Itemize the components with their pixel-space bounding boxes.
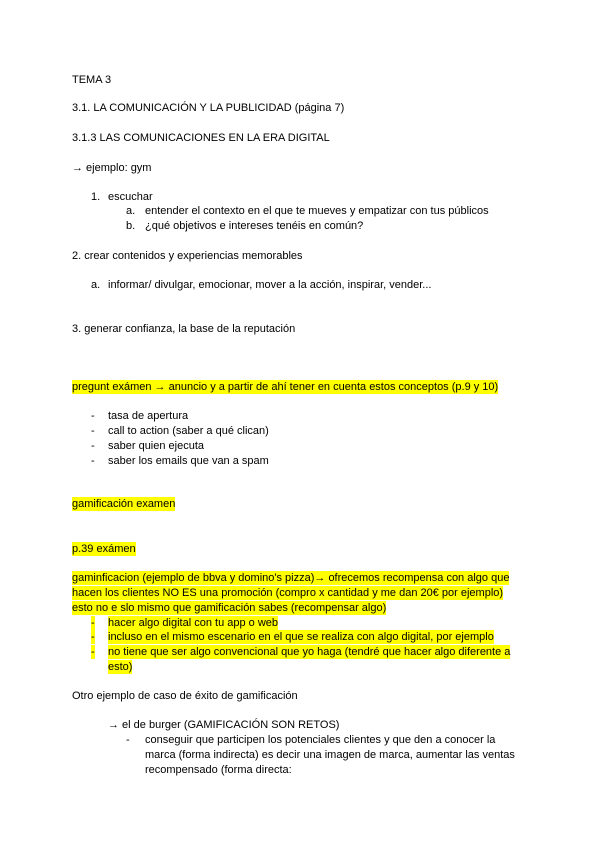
step1-sub-a-text: entender el contexto en el que te mueves y empatizar con tus públicos — [145, 205, 489, 217]
gamification-exam-highlight: gamificación examen — [72, 498, 176, 510]
concept-bullet-1: - — [91, 410, 95, 422]
gamificacion-bullet-3-line-1: no tiene que ser algo convencional que yo haga (tendré que hacer algo diferente a — [108, 646, 511, 658]
gamificacion-bullet-3-line-2: esto) — [108, 661, 133, 673]
concept-1: tasa de apertura — [108, 410, 189, 422]
otro-ejemplo: Otro ejemplo de caso de éxito de gamificación — [72, 690, 298, 702]
p39-exam-highlight: p.39 exámen — [72, 543, 136, 555]
gamificacion-line-3: esto no e slo mismo que gamificación sabes (recompensar algo) — [72, 602, 387, 614]
example-gym: → ejemplo: gym — [72, 162, 152, 174]
step2-sub-text: informar/ divulgar, emocionar, mover a la acción, inspirar, vender... — [108, 279, 432, 291]
section-heading: 3.1. LA COMUNICACIÓN Y LA PUBLICIDAD (página 7) — [72, 102, 345, 114]
step1-sub-b-text: ¿qué objetivos e intereses tenéis en común? — [145, 220, 364, 232]
concept-bullet-4: - — [91, 455, 95, 467]
gamificacion-bullet-2: incluso en el mismo escenario en el que se realiza con algo digital, por ejemplo — [108, 631, 494, 643]
step3: 3. generar confianza, la base de la reputación — [72, 323, 296, 335]
concept-bullet-2: - — [91, 425, 95, 437]
burger-bullet-line-3: recompensado (forma directa: — [145, 764, 292, 776]
step1-label: escuchar — [108, 191, 153, 203]
concept-4: saber los emails que van a spam — [108, 455, 269, 467]
subsection-heading: 3.1.3 LAS COMUNICACIONES EN LA ERA DIGITAL — [72, 132, 330, 144]
gamificacion-bullet-mark-1: - — [91, 617, 95, 629]
step2: 2. crear contenidos y experiencias memorables — [72, 250, 303, 262]
gamificacion-line-2: hacen los clientes NO ES una promoción (compro x cantidad y me dan 20€ por ejemplo) — [72, 587, 504, 599]
concept-2: call to action (saber a qué clican) — [108, 425, 269, 437]
burger-bullet-mark: - — [126, 734, 130, 746]
burger-bullet-line-1: conseguir que participen los potenciales clientes y que den a conocer la — [145, 734, 496, 746]
gamificacion-bullet-mark-3: - — [91, 646, 95, 658]
burger-example: → el de burger (GAMIFICACIÓN SON RETOS) — [108, 719, 340, 731]
burger-bullet-line-2: marca (forma indirecta) es decir una imagen de marca, aumentar las ventas — [145, 749, 515, 761]
concept-bullet-3: - — [91, 440, 95, 452]
step1-number: 1. — [91, 191, 101, 203]
gamificacion-bullet-1: hacer algo digital con tu app o web — [108, 617, 279, 629]
step1-sub-b-mark: b. — [126, 220, 136, 232]
step1-sub-a-mark: a. — [126, 205, 136, 217]
tema-heading: TEMA 3 — [72, 74, 112, 86]
gamificacion-line-1: gaminficacion (ejemplo de bbva y domino's pizza)→ ofrecemos recompensa con algo que — [72, 572, 510, 584]
concept-3: saber quien ejecuta — [108, 440, 205, 452]
step2-sub-mark: a. — [91, 279, 101, 291]
gamificacion-bullet-mark-2: - — [91, 631, 95, 643]
exam-question-highlight: pregunt exámen → anuncio y a partir de ahí tener en cuenta estos conceptos (p.9 y 10) — [72, 381, 499, 393]
